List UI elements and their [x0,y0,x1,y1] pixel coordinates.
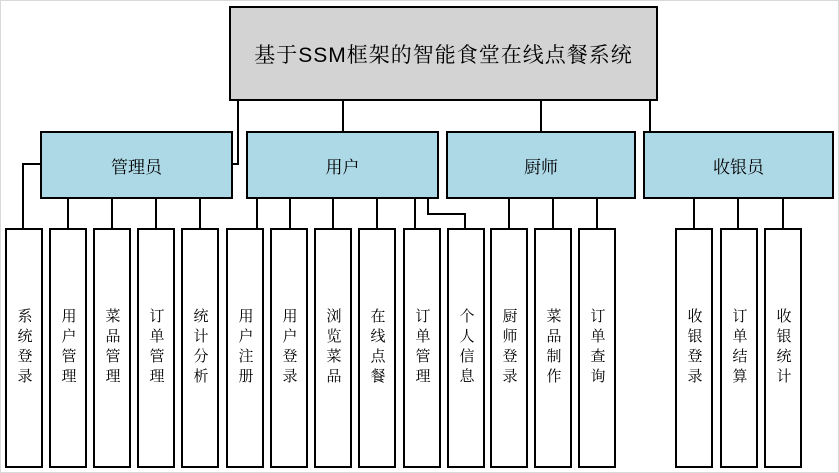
branch-label: 厨师 [524,157,558,177]
leaf-node-order-settlement [720,228,758,468]
connector-user-children [257,199,465,229]
leaf-node-personal-info [447,228,485,468]
leaf-label: 菜品管理 [103,308,121,388]
leaf-node-statistics-analysis [181,228,219,468]
leaf-label: 菜品制作 [544,308,562,388]
leaf-node-cashier-statistics [764,228,802,468]
leaf-label: 在线点餐 [368,308,386,388]
leaf-label: 厨师登录 [500,308,518,388]
leaf-node-order-query [578,228,616,468]
leaf-label: 用户管理 [59,308,77,388]
leaf-label: 统计分析 [191,308,209,388]
leaf-label: 浏览菜品 [324,308,342,388]
branch-node-admin [40,131,233,199]
branch-label: 用户 [325,157,360,177]
leaf-node-order-management-user [403,228,441,468]
branch-node-user [246,131,439,199]
leaf-node-dish-production [534,228,572,468]
connector-cashier-children [694,199,783,229]
leaf-label: 订单管理 [147,308,165,388]
leaf-node-user-register [226,228,264,468]
leaf-label: 系统登录 [15,308,33,388]
leaf-label: 订单管理 [413,308,431,388]
leaf-label: 收银统计 [774,308,792,388]
connector-chef-children [509,199,597,229]
leaf-label: 收银登录 [685,308,703,388]
leaf-label: 用户登录 [280,308,298,388]
leaf-node-user-management [49,228,87,468]
branch-label: 管理员 [111,157,162,177]
root-node-label: 基于SSM框架的智能食堂在线点餐系统 [254,43,633,67]
root-node-system-title [229,6,658,101]
leaf-node-online-ordering [358,228,396,468]
leaf-node-order-management-admin [137,228,175,468]
leaf-node-cashier-login [675,228,713,468]
leaf-node-chef-login [490,228,528,468]
leaf-node-user-login [270,228,308,468]
branch-label: 收银员 [713,157,764,177]
branch-node-chef [446,131,636,199]
leaf-node-dish-management [93,228,131,468]
leaf-node-browse-dishes [314,228,352,468]
leaf-node-system-login [5,228,43,468]
branch-node-cashier [643,131,834,199]
leaf-label: 订单查询 [588,308,606,388]
leaf-label: 个人信息 [457,308,475,388]
leaf-label: 用户注册 [236,308,254,388]
leaf-label: 订单结算 [730,308,748,388]
